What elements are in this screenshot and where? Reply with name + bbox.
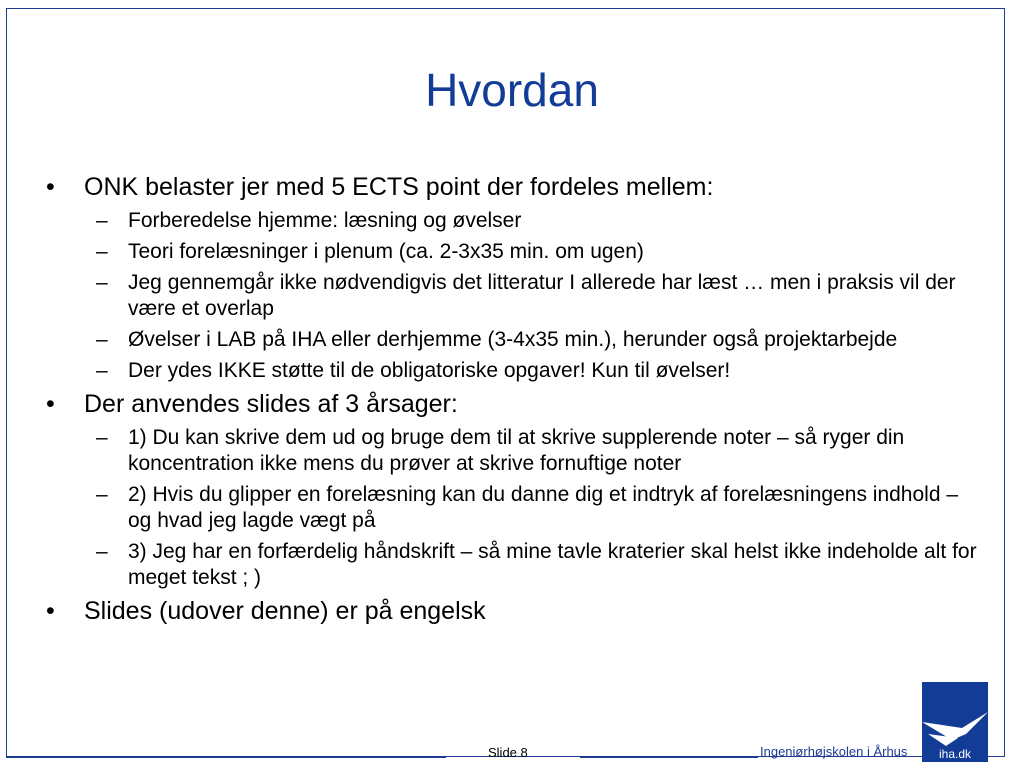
dash-mark: – <box>96 483 108 506</box>
slide-title: Hvordan <box>425 64 599 116</box>
sub-item <box>46 327 986 353</box>
sub-item <box>46 208 986 234</box>
dash-mark: – <box>96 328 108 351</box>
sub-item-text: 2) Hvis du glipper en forelæsning kan du danne dig et indtryk af forelæsningens indhold – og hvad jeg lagde vægt på <box>128 483 959 532</box>
bullet-mark: • <box>46 597 55 625</box>
logo-text: iha.dk <box>938 747 972 761</box>
sub-item <box>46 425 986 477</box>
sub-item <box>46 539 986 591</box>
bullet-text: ONK belaster jer med 5 ECTS point der fordeles mellem: <box>84 173 714 201</box>
bullet-mark: • <box>46 390 55 418</box>
sub-item <box>46 270 986 322</box>
dash-mark: – <box>96 240 108 263</box>
sub-item-text: Teori forelæsninger i plenum (ca. 2-3x35 min. om ugen) <box>128 240 644 263</box>
sub-list <box>46 208 986 384</box>
footer-rule-left <box>6 757 446 758</box>
footer-rule-right <box>580 757 758 758</box>
slide-number: Slide 8 <box>488 745 528 760</box>
sub-item <box>46 239 986 265</box>
bullet-mark: • <box>46 173 55 201</box>
dash-mark: – <box>96 271 108 294</box>
bullet-item <box>46 172 986 202</box>
sub-item-text: 1) Du kan skrive dem ud og bruge dem til at skrive supplerende noter – så ryger din koncentration ikke mens du prøver at skrive fornuftige noter <box>128 426 905 475</box>
dash-mark: – <box>96 359 108 382</box>
dash-mark: – <box>96 209 108 232</box>
slide-content <box>46 172 986 632</box>
bullet-text: Slides (udover denne) er på engelsk <box>84 597 486 625</box>
sub-item-text: Jeg gennemgår ikke nødvendigvis det litteratur I allerede har læst … men i praksis vil der være et overlap <box>128 271 956 320</box>
sub-item <box>46 358 986 384</box>
bullet-text: Der anvendes slides af 3 årsager: <box>84 390 458 418</box>
bullet-item <box>46 389 986 419</box>
sub-item <box>46 482 986 534</box>
sub-item-text: 3) Jeg har en forfærdelig håndskrift – så mine tavle kraterier skal helst ikke indeholde alt for meget tekst ; ) <box>128 540 977 589</box>
iha-logo <box>922 682 988 762</box>
school-name: Ingeniørhøjskolen i Århus <box>760 744 908 759</box>
bullet-item <box>46 596 986 626</box>
dash-mark: – <box>96 426 108 449</box>
sub-item-text: Øvelser i LAB på IHA eller derhjemme (3-4x35 min.), herunder også projektarbejde <box>128 328 898 351</box>
sub-item-text: Forberedelse hjemme: læsning og øvelser <box>128 209 522 232</box>
sub-list <box>46 425 986 591</box>
dash-mark: – <box>96 540 108 563</box>
sub-item-text: Der ydes IKKE støtte til de obligatoriske opgaver! Kun til øvelser! <box>128 359 731 382</box>
